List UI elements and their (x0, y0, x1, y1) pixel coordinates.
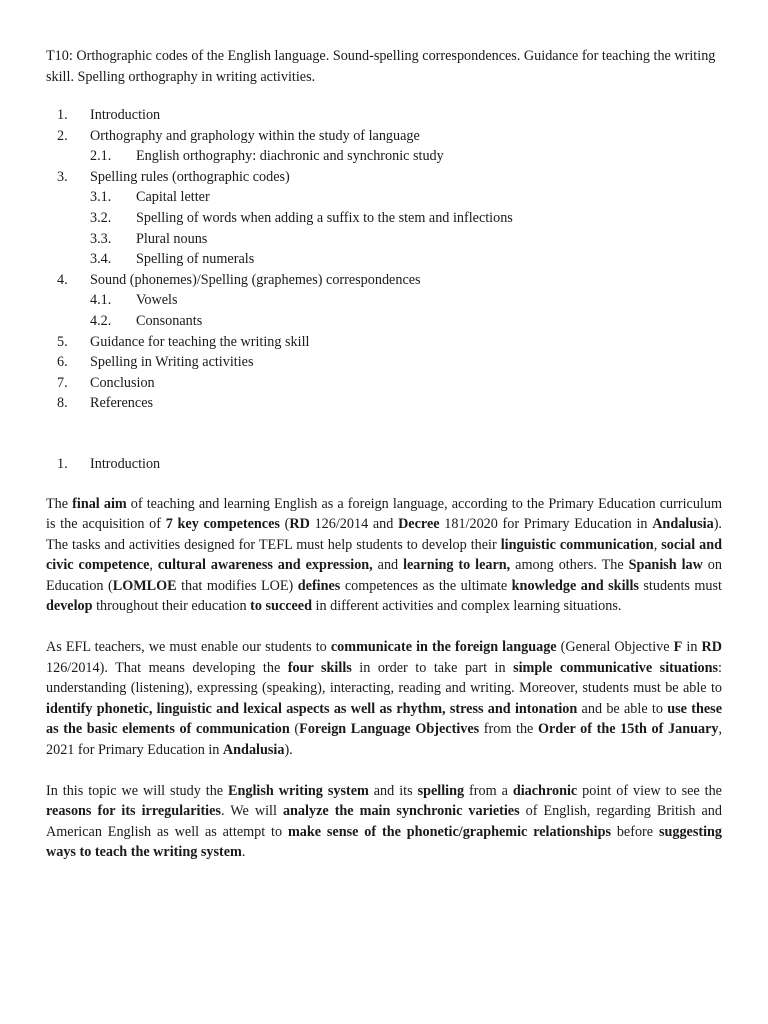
text-run: The (46, 495, 73, 512)
toc-item-text: Guidance for teaching the writing skill (90, 333, 310, 350)
bold-text: Andalusia (222, 742, 285, 759)
toc-item-number: 3.2. (90, 209, 112, 226)
text-run: 126/2014 and (309, 516, 399, 533)
bold-text: English writing system (228, 782, 369, 799)
toc-item-number: 2.1. (90, 148, 112, 165)
toc-item-number: 4. (57, 271, 68, 288)
text-run: , (149, 557, 158, 574)
bold-text: use these as the basic elements of communication (46, 700, 722, 738)
toc-item (46, 105, 722, 126)
toc-item (46, 249, 722, 270)
toc-item-number: 8. (57, 395, 68, 412)
text-run: In this topic we will study the (46, 782, 229, 799)
document-title: T10: Orthographic codes of the English language. Sound-spelling correspondences. Guidance for teaching the writing skill. Spelling orthography in writing activities. (46, 48, 716, 85)
toc-item-text: Spelling of words when adding a suffix to the stem and inflections (136, 209, 513, 226)
toc-item (46, 373, 722, 394)
bold-text: make sense of the phonetic/graphemic relationships (287, 823, 611, 840)
text-run: and its (368, 782, 418, 799)
text-run: , (653, 536, 662, 553)
text-run: in different activities and complex learning situations. (311, 598, 622, 615)
text-run: that modifies LOE) (176, 577, 298, 594)
text-run: throughout their education (92, 598, 251, 615)
text-run: . We will (220, 803, 283, 820)
bold-text: Spanish law (628, 557, 703, 574)
text-run: students must (638, 577, 722, 594)
text-run: , 2021 for Primary Education in (46, 721, 723, 759)
bold-text: identify phonetic, linguistic and lexical aspects as well as rhythm, stress and intonation (46, 700, 578, 717)
toc-item-number: 4.1. (90, 292, 112, 309)
bold-text: to succeed (250, 598, 312, 615)
toc-item-number: 2. (57, 127, 68, 144)
text-run: ( (289, 721, 300, 738)
section-heading-introduction (46, 454, 722, 475)
toc-item (46, 146, 722, 167)
toc-item-text: Vowels (136, 292, 178, 309)
text-run: and (372, 557, 404, 574)
document-page (46, 46, 722, 863)
toc-item-text: Capital letter (136, 189, 210, 206)
toc-item-number: 3.1. (90, 189, 112, 206)
text-run: point of view to see the (577, 782, 722, 799)
text-run: ). (284, 742, 293, 759)
bold-text: RD (701, 639, 723, 656)
toc-item-number: 1. (57, 107, 68, 123)
toc-item (46, 290, 722, 311)
toc-item-number: 3.4. (90, 251, 112, 268)
bold-text: Andalusia (652, 516, 714, 533)
bold-text: Decree (398, 516, 440, 533)
bold-text: knowledge and skills (511, 577, 639, 594)
bold-text: suggesting ways to teach the writing system (46, 823, 723, 861)
text-run: from a (464, 782, 513, 799)
text-run: of teaching and learning English as a foreign language, according to the Primary Education curriculum is the acquisition of (46, 495, 722, 533)
toc-item-number: 3.3. (90, 230, 112, 247)
bold-text: Order of the 15th of January (537, 721, 719, 738)
text-run: and be able to (577, 700, 668, 717)
section-number: 1. (57, 455, 68, 472)
toc-item (46, 208, 722, 229)
toc-item-number: 4.2. (90, 312, 112, 329)
bold-text: final aim (72, 495, 127, 512)
text-run: : understanding (listening), expressing (speaking), interacting, reading and writing. Moreover, students must be able to (46, 659, 722, 697)
toc-item-text: Orthography and graphology within the study of language (90, 127, 420, 144)
toc-item (46, 126, 722, 147)
bold-text: cultural awareness and expression, (157, 557, 373, 574)
bold-text: linguistic communication (500, 536, 654, 553)
toc-item-text: Spelling in Writing activities (90, 354, 254, 371)
toc-item-number: 5. (57, 333, 68, 350)
toc-item (46, 187, 722, 208)
bold-text: spelling (417, 782, 465, 799)
bold-text: reasons for its irregularities (46, 803, 221, 820)
text-run: from the (479, 721, 538, 738)
text-run: before (610, 823, 659, 840)
toc-item (46, 270, 722, 291)
table-of-contents (46, 105, 722, 414)
toc-item-text: Plural nouns (136, 230, 208, 247)
toc-item-number: 6. (57, 354, 68, 371)
toc-item-number: 3. (57, 168, 68, 185)
bold-text: LOMLOE (112, 577, 177, 594)
toc-item-text: References (90, 395, 154, 412)
intro-paragraph-1 (46, 494, 722, 618)
bold-text: 7 key competences (165, 516, 280, 533)
toc-item-text: Spelling rules (orthographic codes) (90, 168, 290, 185)
toc-item (46, 352, 722, 373)
toc-item (46, 229, 722, 250)
text-run: 181/2020 for Primary Education in (439, 516, 653, 533)
bold-text: F (673, 639, 683, 656)
bold-text: RD (289, 516, 310, 533)
bold-text: four skills (287, 659, 352, 676)
text-run: among others. The (510, 557, 629, 574)
toc-item (46, 167, 722, 188)
intro-paragraph-3 (46, 781, 722, 863)
toc-item (46, 393, 722, 414)
bold-text: communicate in the foreign language (330, 639, 557, 656)
toc-item-text: Conclusion (90, 374, 155, 391)
text-run: 126/2014). That means developing the (46, 659, 288, 676)
toc-item (46, 332, 722, 353)
toc-item-text: Consonants (136, 312, 203, 329)
toc-item-text: Spelling of numerals (136, 251, 255, 268)
intro-paragraph-2 (46, 637, 722, 761)
bold-text: Foreign Language Objectives (299, 721, 480, 738)
text-run: in order to take part in (351, 659, 514, 676)
text-run: ). The tasks and activities designed for TEFL must help students to develop their (46, 516, 722, 553)
text-run: (General Objective (556, 639, 674, 656)
bold-text: develop (46, 598, 93, 615)
toc-item (46, 311, 722, 332)
text-run: competences as the ultimate (340, 577, 512, 594)
toc-item-text: Introduction (90, 107, 161, 123)
toc-item-number: 7. (57, 374, 68, 391)
bold-text: diachronic (512, 782, 578, 799)
bold-text: learning to learn, (403, 557, 511, 574)
text-run: As EFL teachers, we must enable our students to (46, 639, 331, 656)
bold-text: simple communicative situations (513, 659, 719, 676)
bold-text: defines (297, 577, 341, 594)
section-title: Introduction (90, 455, 161, 472)
bold-text: social and civic competence (46, 536, 723, 574)
text-run: ( (279, 516, 290, 533)
bold-text: analyze the main synchronic varieties (282, 803, 520, 820)
text-run: . (241, 844, 246, 861)
toc-item-text: English orthography: diachronic and synchronic study (136, 148, 444, 165)
toc-item-text: Sound (phonemes)/Spelling (graphemes) correspondences (90, 271, 421, 288)
text-run: in (682, 639, 702, 656)
text-run: on Education ( (46, 557, 722, 594)
text-run: of English, regarding British and American English as well as attempt to (46, 803, 722, 840)
